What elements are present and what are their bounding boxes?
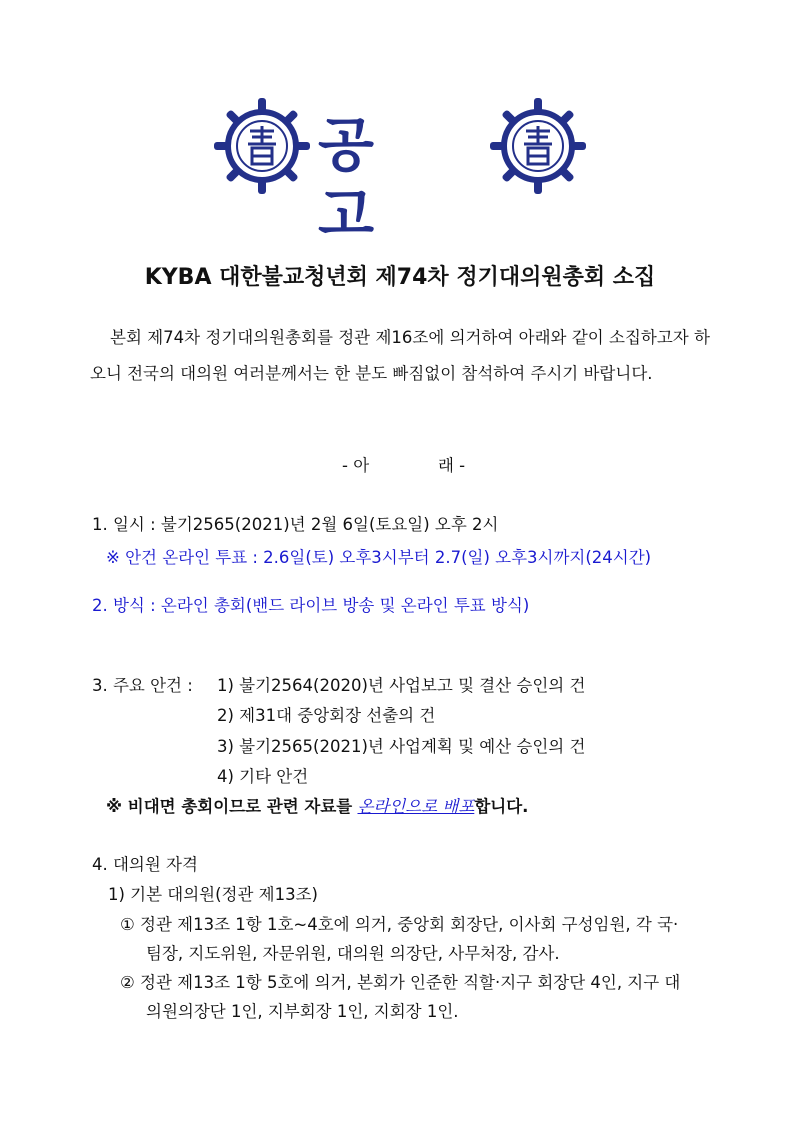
emblem-right-icon [488, 96, 588, 196]
document-title: KYBA 대한불교청년회 제74차 정기대의원총회 소집 [144, 265, 656, 290]
item-4-basic-delegates: 1) 기본 대의원(정관 제13조) [108, 885, 318, 904]
agenda-item-4: 4) 기타 안건 [217, 767, 309, 786]
intro-paragraph: 본회 제74차 정기대의원총회를 정관 제16조에 의거하여 아래와 같이 소집하고자 하오니 전국의 대의원 여러분께서는 한 분도 빠짐없이 참석하여 주시기 바랍니다. [90, 328, 710, 383]
item-4-heading: 4. 대의원 자격 [92, 855, 198, 874]
item-3-label: 3. 주요 안건 : [92, 676, 193, 695]
item-3-note-suffix: 합니다. [474, 797, 529, 816]
header-title: 공 고 [318, 111, 405, 249]
separator-right: 래 - [438, 456, 466, 475]
item-4-circ-1-line-2: 팀장, 지도위원, 자문위원, 대의원 의장단, 사무처장, 감사. [146, 944, 560, 963]
separator-left: - 아 [342, 456, 370, 475]
item-3-note-prefix: ※ 비대면 총회이므로 관련 자료를 [106, 797, 353, 816]
item-2-method: 2. 방식 : 온라인 총회(밴드 라이브 방송 및 온라인 투표 방식) [92, 596, 530, 615]
item-1-datetime: 1. 일시 : 불기2565(2021)년 2월 6일(토요일) 오후 2시 [92, 515, 499, 534]
emblem-left-icon [212, 96, 312, 196]
agenda-item-2: 2) 제31대 중앙회장 선출의 건 [217, 706, 436, 725]
item-4-circ-2-line-2: 의원의장단 1인, 지부회장 1인, 지회장 1인. [146, 1002, 459, 1021]
item-1-vote-note: ※ 안건 온라인 투표 : 2.6일(토) 오후3시부터 2.7(일) 오후3시까지(24시간) [106, 548, 652, 567]
agenda-item-3: 3) 불기2565(2021)년 사업계획 및 예산 승인의 건 [217, 737, 586, 756]
online-distribution-link[interactable]: 온라인으로 배포 [357, 797, 475, 816]
agenda-item-1: 1) 불기2564(2020)년 사업보고 및 결산 승인의 건 [217, 676, 586, 695]
item-4-circ-1-line-1: ① 정관 제13조 1항 1호~4호에 의거, 중앙회 회장단, 이사회 구성임원, 각 국· [120, 915, 679, 934]
item-3-note [106, 793, 528, 817]
item-4-circ-2-line-1: ② 정관 제13조 1항 5호에 의거, 본회가 인준한 직할·지구 회장단 4인, 지구 대 [120, 973, 681, 992]
